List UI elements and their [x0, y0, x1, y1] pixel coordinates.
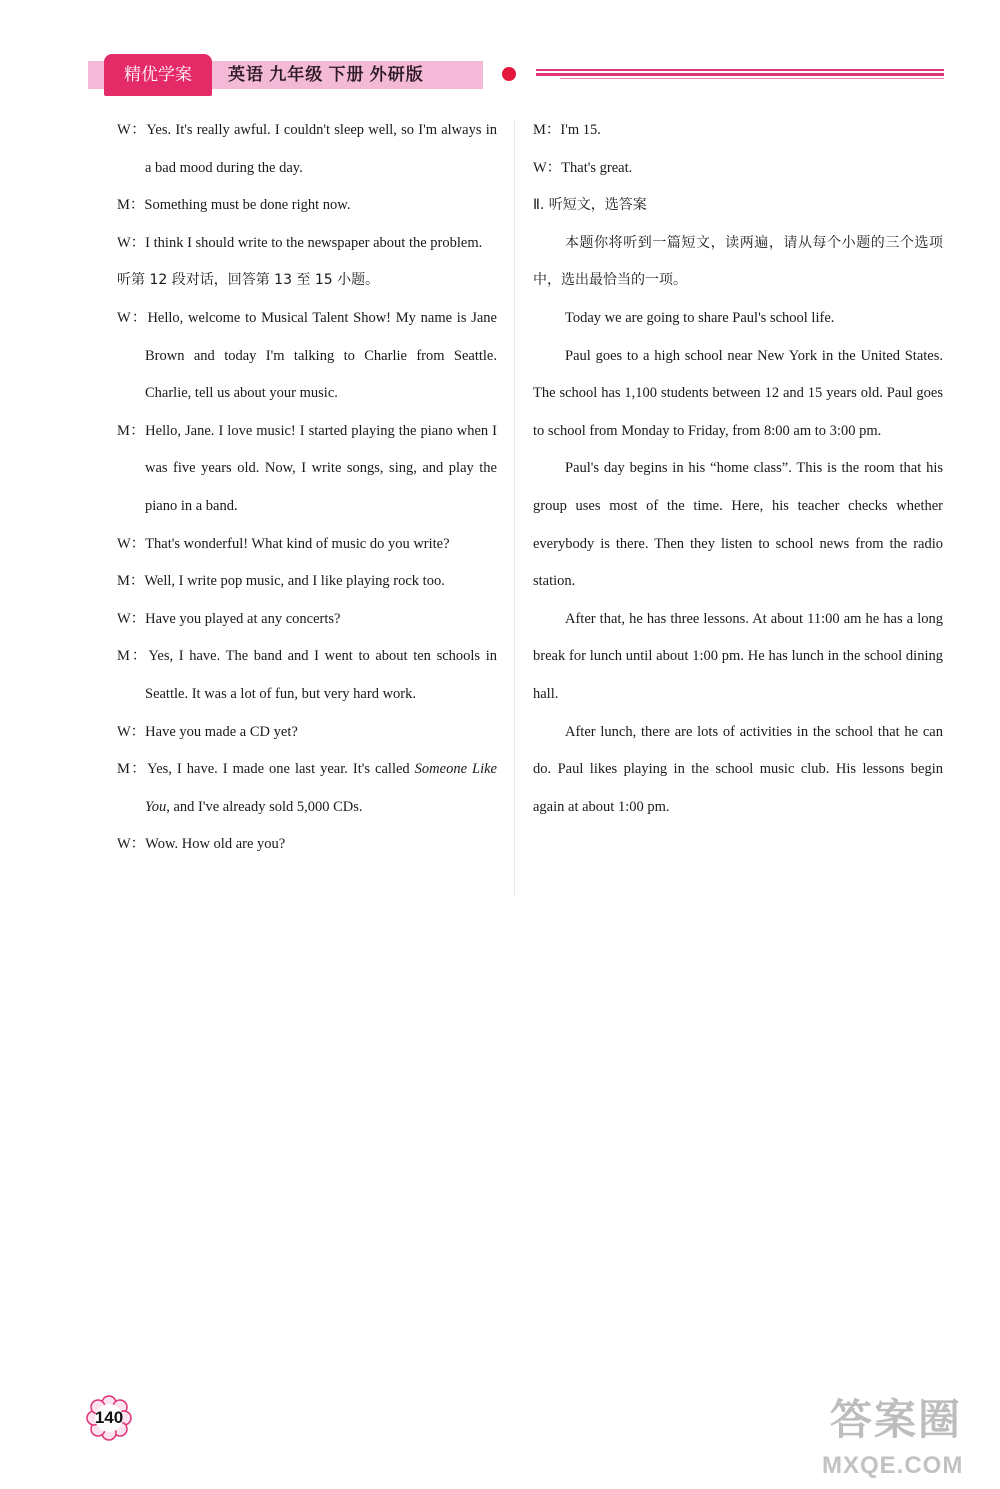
passage-paragraph: Today we are going to share Paul's school life.	[565, 309, 835, 326]
watermark-url: MXQE.COM	[822, 1452, 964, 1479]
dialogue-text: , and I've already sold 5,000 CDs.	[166, 798, 363, 815]
passage-paragraph: Paul's day begins in his “home class”. This is the room that his group uses most of the time. Here, his teacher checks whether everybody is there. Then they listen to school news from the radio station.	[533, 460, 943, 590]
left-column	[117, 112, 497, 864]
dialogue-line: M：Something must be done right now.	[117, 197, 351, 214]
dialogue-line: M：I'm 15.	[533, 122, 601, 138]
dialogue-line: M：Hello, Jane. I love music! I started playing the piano when I was five years old. Now, I write songs, sing, and play the piano in a band.	[117, 422, 497, 514]
section-instruction: 听第 12 段对话，回答第 13 至 15 小题。	[117, 272, 380, 289]
column-divider	[514, 120, 515, 895]
header-rule	[536, 69, 944, 71]
dialogue-line: W：That's wonderful! What kind of music do you write?	[117, 535, 450, 552]
header-dot	[502, 67, 516, 81]
cd-title: Someone Like You	[145, 761, 497, 815]
header-rule	[536, 73, 944, 76]
dialogue-line: W：Hello, welcome to Musical Talent Show! My name is Jane Brown and today I'm talking to Charlie from Seattle. Charlie, tell us about your music.	[117, 309, 497, 402]
passage-paragraph: Paul goes to a high school near New York in the United States. The school has 1,100 students between 12 and 15 years old. Paul goes to school from Monday to Friday, from 8:00 am to 3:00 pm.	[533, 347, 943, 439]
dialogue-line: W：Yes. It's really awful. I couldn't sleep well, so I'm always in a bad mood during the day.	[117, 122, 497, 176]
dialogue-line: W：Have you played at any concerts?	[117, 610, 341, 627]
passage-paragraph: After that, he has three lessons. At about 11:00 am he has a long break for lunch until about 1:00 pm. He has lunch in the school dining hall.	[533, 610, 943, 702]
dialogue-line: W：I think I should write to the newspaper about the problem.	[117, 234, 483, 251]
dialogue-line: M：Well, I write pop music, and I like playing rock too.	[117, 573, 445, 590]
dialogue-text: M：Yes, I have. I made one last year. It's called	[117, 761, 415, 778]
dialogue-line: M：Yes, I have. The band and I went to about ten schools in Seattle. It was a lot of fun, but very hard work.	[117, 648, 497, 702]
header-rule	[560, 78, 944, 79]
dialogue-line: W：Wow. How old are you?	[117, 836, 286, 853]
dialogue-line	[117, 751, 497, 826]
right-column	[533, 112, 943, 826]
watermark-text: 答案圈	[830, 1395, 963, 1444]
passage-paragraph: After lunch, there are lots of activities in the school that he can do. Paul likes playing in the school music club. His lessons begin again at about 1:00 pm.	[533, 723, 943, 815]
book-title: 英语 九年级 下册 外研版	[228, 65, 424, 84]
brand-logo: 精优学案	[104, 54, 212, 96]
dialogue-line: W：That's great.	[533, 159, 633, 176]
page-number: 140	[94, 1408, 124, 1427]
section-heading: Ⅱ. 听短文，选答案	[533, 197, 647, 214]
section-instruction: 本题你将听到一篇短文，读两遍，请从每个小题的三个选项中，选出最恰当的一项。	[533, 234, 943, 289]
dialogue-line: W：Have you made a CD yet?	[117, 723, 298, 740]
